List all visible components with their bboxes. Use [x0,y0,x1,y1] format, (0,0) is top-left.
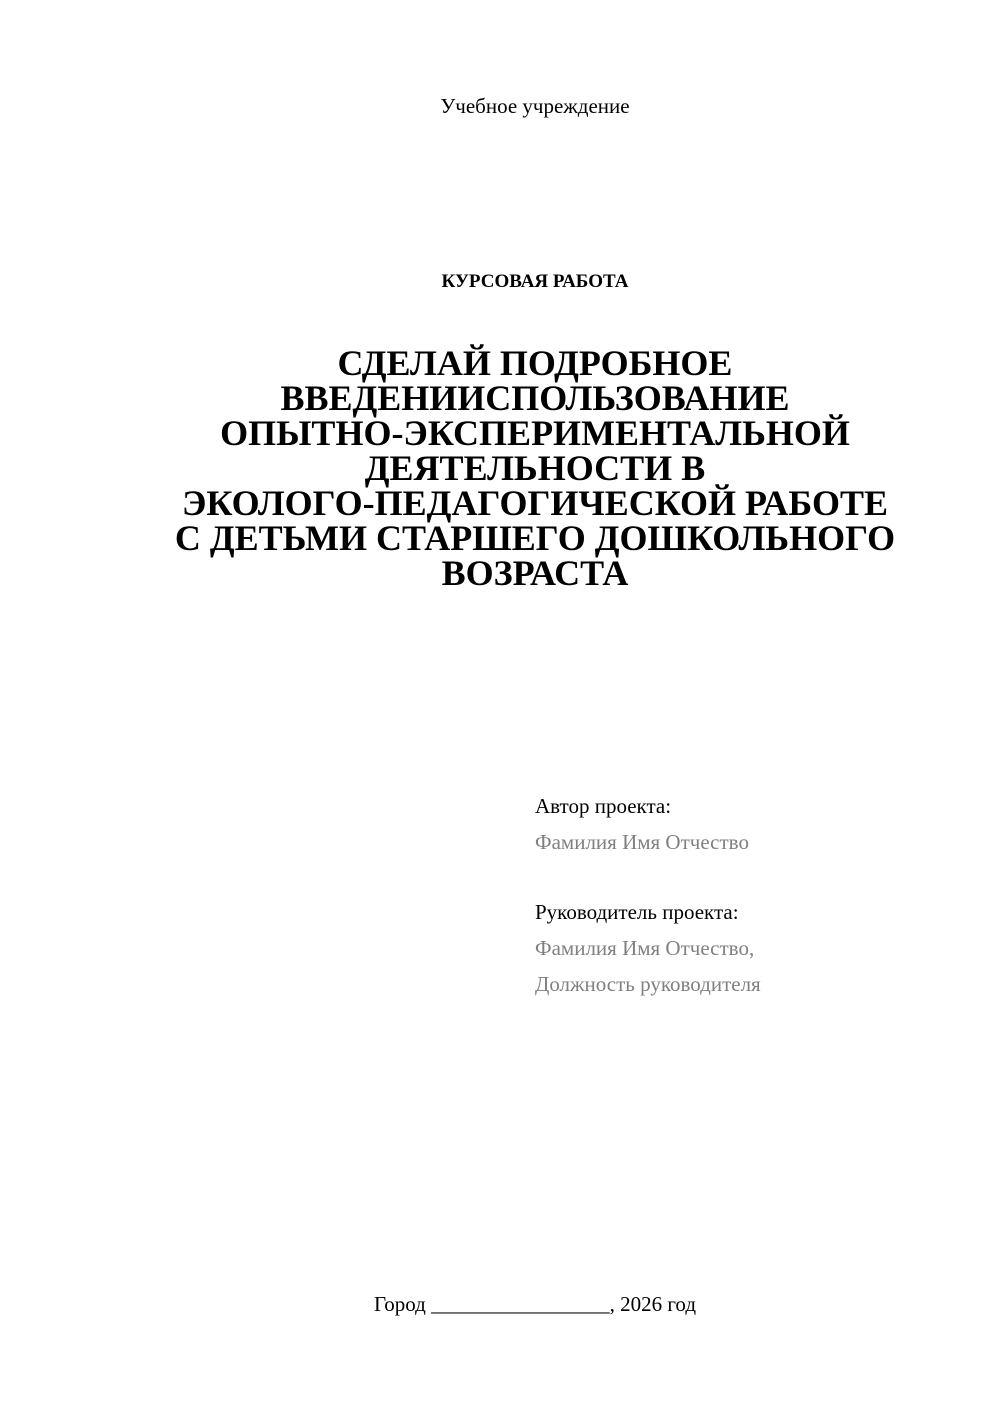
title-line: ДЕЯТЕЛЬНОСТИ В [364,448,706,488]
institution-name: Учебное учреждение [440,94,630,118]
authors-block [535,788,975,1002]
city-year-footer: Город _________________, 2026 год [373,1292,697,1316]
spacer [535,860,975,894]
title-line: СДЕЛАЙ ПОДРОБНОЕ [337,343,733,383]
author-name: Фамилия Имя Отчество [535,830,749,854]
author-label: Автор проекта: [535,794,672,818]
supervisor-label: Руководитель проекта: [535,900,739,924]
document-title [120,343,950,593]
title-line: ЭКОЛОГО-ПЕДАГОГИЧЕСКОЙ РАБОТЕ [182,483,888,523]
title-line: ВВЕДЕНИИСПОЛЬЗОВАНИЕ [280,378,790,418]
title-line: С ДЕТЬМИ СТАРШЕГО ДОШКОЛЬНОГО [174,518,896,558]
supervisor-name: Фамилия Имя Отчество, [535,936,755,960]
title-line: ОПЫТНО-ЭКСПЕРИМЕНТАЛЬНОЙ [220,413,850,453]
title-line: ВОЗРАСТА [441,553,629,593]
supervisor-position: Должность руководителя [535,972,761,996]
work-type-heading: КУРСОВАЯ РАБОТА [441,271,629,292]
